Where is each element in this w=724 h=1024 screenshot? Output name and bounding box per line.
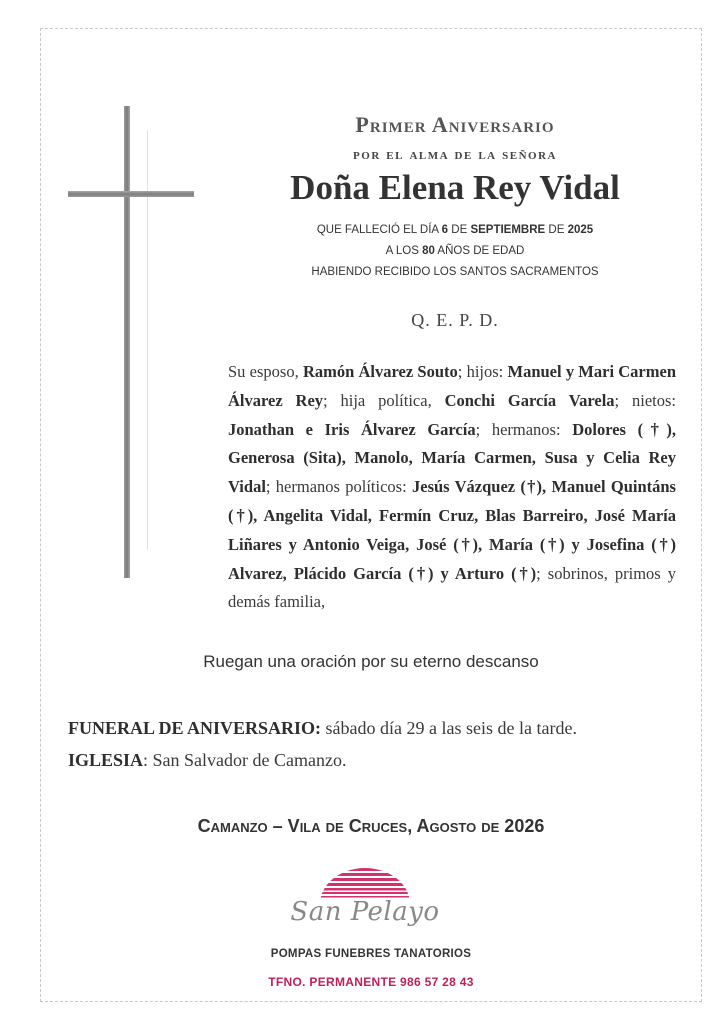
family-text-7: ; sobrinos, primos y demás familia, <box>228 563 676 612</box>
anniversary-title: Primer Aniversario <box>355 112 555 137</box>
age-prefix: A LOS <box>385 245 423 257</box>
family-grandchildren: Jonathan e Iris Álvarez García <box>228 419 476 439</box>
cross-horizontal-bar <box>68 191 194 197</box>
funeral-value: sábado día 29 a las seis de la tarde. <box>321 718 577 738</box>
family-children: Manuel y Mari Carmen Álvarez Rey <box>228 362 676 410</box>
church-value: : San Salvador de Camanzo. <box>143 750 347 770</box>
death-date-sep: DE <box>448 224 471 236</box>
company-description: POMPAS FUNEBRES TANATORIOS <box>270 948 472 960</box>
sacraments-line: HABIENDO RECIBIDO LOS SANTOS SACRAMENTOS <box>311 266 599 278</box>
prayer-request: Ruegan una oración por su eterno descanso <box>203 652 539 671</box>
church-label: IGLESIA <box>68 750 144 770</box>
family-text-1: Su esposo, <box>228 362 303 381</box>
funeral-label: FUNERAL DE ANIVERSARIO: <box>68 718 322 738</box>
death-date-line <box>250 224 660 236</box>
logo-text: San Pelayo <box>290 897 440 927</box>
age-line <box>250 245 660 257</box>
cross-vertical-bar <box>124 106 130 578</box>
qepd-text: Q. E. P. D. <box>411 310 499 330</box>
family-text-4: ; nietos: <box>614 390 676 410</box>
family-daughter-in-law: Conchi García Varela <box>444 390 615 410</box>
funeral-home-logo <box>290 864 440 934</box>
age-suffix: AÑOS DE EDAD <box>434 245 525 257</box>
family-paragraph <box>228 358 676 617</box>
family-spouse: Ramón Álvarez Souto <box>302 362 458 381</box>
family-text-3: ; hija política, <box>323 390 445 410</box>
death-year: 2025 <box>567 224 594 236</box>
age-value: 80 <box>422 245 435 257</box>
family-siblings-in-law: Jesús Vázquez (†), Manuel Quintáns (†), Angelita Vidal, Fermín Cruz, Blas Barreiro, José María Liñares y Antonio Veiga, José (†), María (†) y Josefina (†) Alvarez, Plácido García (†) y Arturo (†) <box>228 477 676 583</box>
family-siblings: Dolores (†), Generosa (Sita), Manolo, María Carmen, Susa y Celia Rey Vidal <box>228 419 676 497</box>
death-date-prefix: QUE FALLECIÓ EL DÍA <box>316 224 442 236</box>
church-info <box>68 750 347 771</box>
family-text-6: ; hermanos políticos: <box>265 477 412 497</box>
family-text-5: ; hermanos: <box>475 419 573 439</box>
funeral-info <box>68 718 577 739</box>
company-phone: TFNO. PERMANENTE 986 57 28 43 <box>268 975 474 989</box>
place-and-date: Camanzo – Vila de Cruces, Agosto de 2026 <box>197 816 545 836</box>
anniversary-subtitle: por el alma de la señora <box>353 146 557 163</box>
death-month: SEPTIEMBRE <box>470 224 546 236</box>
deceased-name: Doña Elena Rey Vidal <box>290 168 620 207</box>
death-day: 6 <box>441 224 449 236</box>
family-text-2: ; hijos: <box>457 362 508 381</box>
death-date-sep2: DE <box>545 224 568 236</box>
